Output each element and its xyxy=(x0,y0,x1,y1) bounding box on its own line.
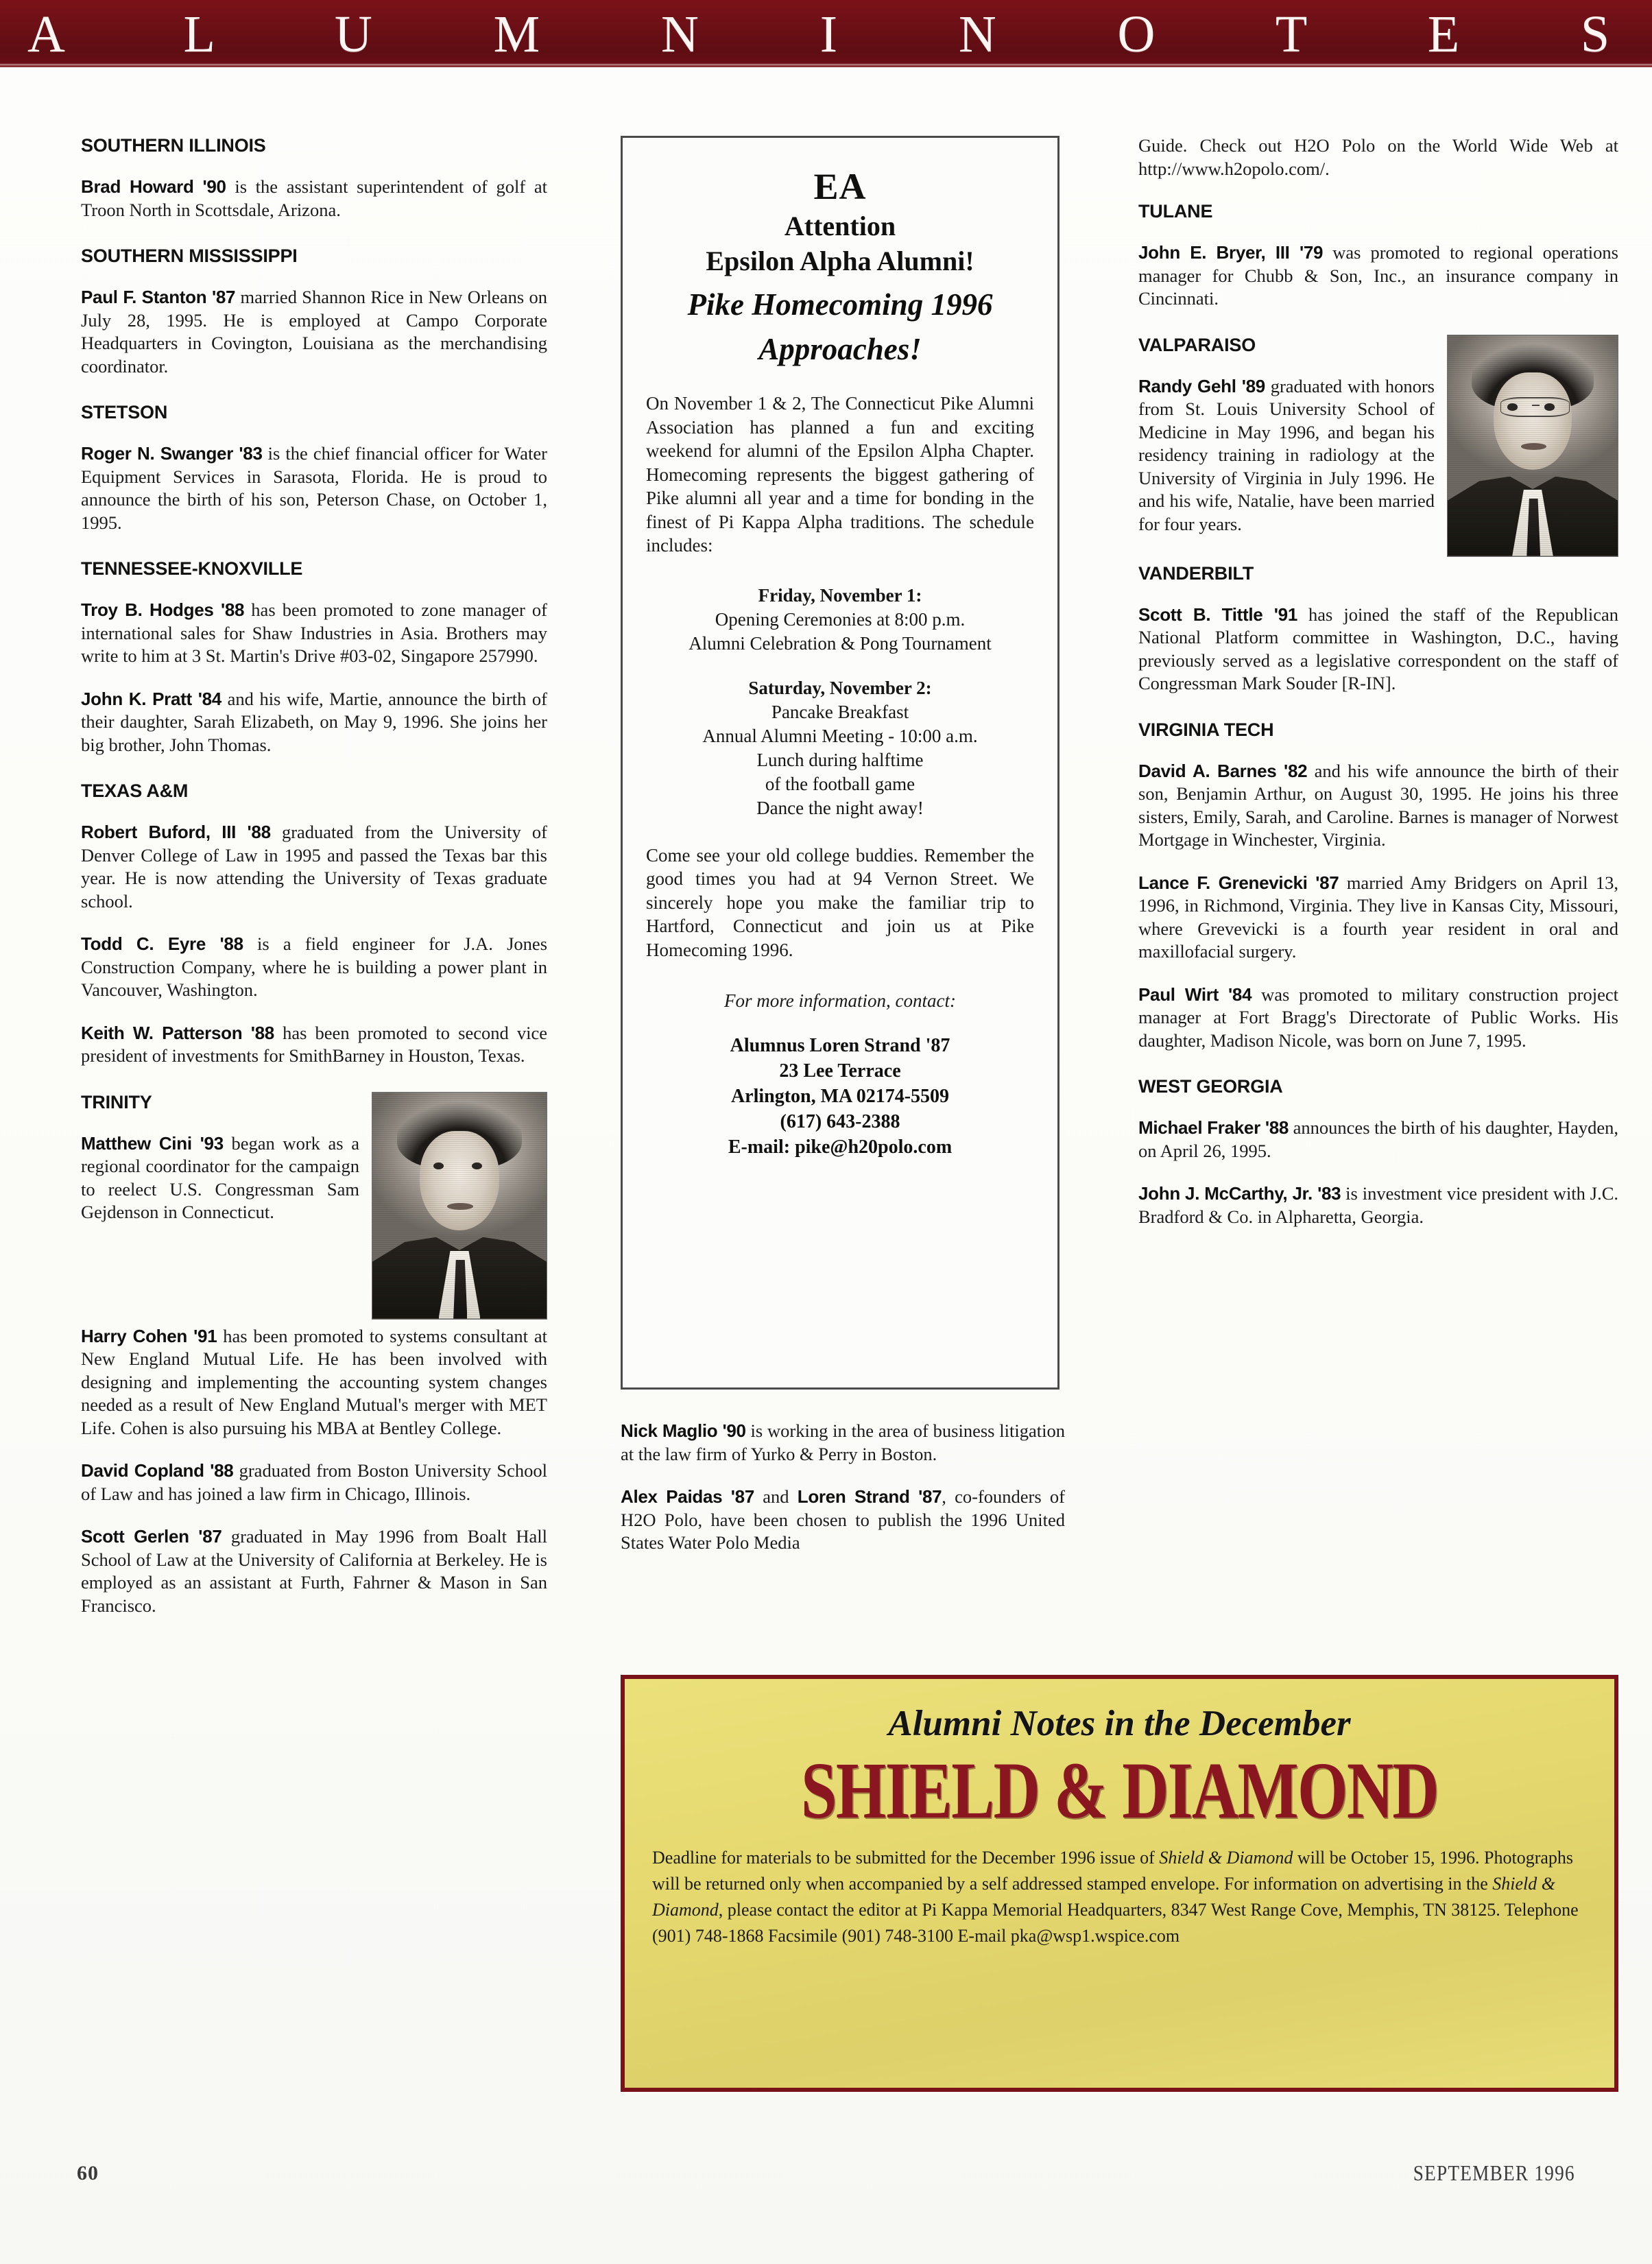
fine-print-part-2: will be October 15, 1996. Photographs will be returned only when accompanied by a self addressed stamped envelope. For information on advertising in the xyxy=(652,1848,1574,1894)
shield-and-diamond-wordmark: SHIELD & DIAMOND xyxy=(801,1745,1438,1835)
ea-saturday-item-1: Pancake Breakfast xyxy=(771,701,909,722)
alumni-text: is the chief financial officer for Water Equipment Services in Sarasota, Florida. He is proud to announce the birth of his son, Peterson Chase, on October 1, 1995. xyxy=(81,443,547,533)
ea-attention-label: Attention xyxy=(784,211,896,241)
ea-contact-street: 23 Lee Terrace xyxy=(779,1060,901,1082)
ea-tagline-line2: Approaches! xyxy=(758,332,922,366)
alumni-note xyxy=(81,1325,547,1440)
ea-contact-email: E-mail: pike@h20polo.com xyxy=(728,1136,953,1158)
fine-print-part-3: , please contact the editor at Pi Kappa Memorial Headquarters, 8347 West Range Cove, Memphis, TN 38125. Telephone (901) 748-1868 Facsimile (901) 748-3100 E-mail pka@wsp1.wspice.com xyxy=(652,1900,1579,1946)
alumni-name: Alex Paidas '87 xyxy=(621,1486,755,1507)
alumni-text: married Shannon Rice in New Orleans on July 28, 1995. He is employed at Campo Corporate Headquarters in Covington, Louisiana as the merchandising coordinator. xyxy=(81,287,547,377)
alumni-text: has been promoted to zone manager of international sales for Shaw Industries in Asia. Brothers may write to him at 3 St. Martin's Drive #03-02, Singapore 257990. xyxy=(81,599,547,666)
alumni-note xyxy=(621,1420,1065,1466)
alumni-name: Scott B. Tittle '91 xyxy=(1138,604,1297,625)
column-two-continued xyxy=(621,1420,1065,1555)
issue-date: SEPTEMBER 1996 xyxy=(1413,2160,1575,2185)
alumni-note xyxy=(81,1525,547,1617)
ea-friday-item-1: Opening Ceremonies at 8:00 p.m. xyxy=(715,608,966,630)
alumni-conjunction: and xyxy=(754,1486,798,1507)
shield-and-diamond-advertisement xyxy=(621,1675,1618,2092)
alumni-name: Harry Cohen '91 xyxy=(81,1325,217,1346)
column-three xyxy=(1138,134,1618,1616)
portrait-halftone-grain xyxy=(1448,335,1618,556)
alumni-name: Scott Gerlen '87 xyxy=(81,1526,222,1547)
alumni-text: graduated from Boston University School of Law and has joined a law firm in Chicago, Illinois. xyxy=(81,1460,547,1504)
ea-saturday-item-2: Annual Alumni Meeting - 10:00 a.m. xyxy=(702,725,978,746)
chapter-heading-tennessee-knoxville: TENNESSEE-KNOXVILLE xyxy=(81,558,303,579)
alumni-name: Paul Wirt '84 xyxy=(1138,984,1252,1005)
alumni-note xyxy=(1138,1117,1618,1163)
fine-print-italic-1: Shield & Diamond xyxy=(1159,1848,1293,1868)
alumni-text: has been promoted to second vice president of investments for SmithBarney in Houston, Texas. xyxy=(81,1022,547,1066)
alumni-note xyxy=(81,599,547,668)
alumni-name: John J. McCarthy, Jr. '83 xyxy=(1138,1183,1341,1204)
alumni-text: and his wife announce the birth of their son, Benjamin Arthur, on August 30, 1995. He joins his three sisters, Emily, Sarah, and Caroline. Barnes is manager of Norwest Mortgage in Winchester, Virginia. xyxy=(1138,760,1618,850)
valparaiso-member-portrait xyxy=(1447,335,1618,557)
alumni-note xyxy=(81,688,547,757)
chapter-heading-virginia-tech: VIRGINIA TECH xyxy=(1138,719,1274,740)
alumni-note xyxy=(81,176,547,222)
ea-contact-phone: (617) 643-2388 xyxy=(780,1111,900,1132)
chapter-heading-vanderbilt: VANDERBILT xyxy=(1138,562,1254,584)
ea-contact-name: Alumnus Loren Strand '87 xyxy=(730,1035,950,1056)
chapter-heading-texas-am: TEXAS A&M xyxy=(81,781,189,801)
alumni-note xyxy=(1138,760,1618,852)
ea-schedule xyxy=(646,584,1034,820)
alumni-name: Randy Gehl '89 xyxy=(1138,375,1265,396)
ea-friday-label: Friday, November 1: xyxy=(758,584,922,606)
fine-print-italic-2: Shield & Diamond xyxy=(652,1874,1555,1920)
alumni-note xyxy=(81,1022,547,1068)
alumni-text: has been promoted to systems consultant at New England Mutual Life. He has been involved with designing and implementing the accounting system changes needed as a result of New England Mutual's merger with MET Life. Cohen is also pursuing his MBA at Bentley College. xyxy=(81,1325,547,1438)
alumni-note xyxy=(1138,984,1618,1053)
ea-contact-lead: For more information, contact: xyxy=(724,990,956,1011)
ea-logo: EA xyxy=(813,166,867,207)
alumni-note xyxy=(81,286,547,378)
alumni-text: graduated in May 1996 from Boalt Hall School of Law at the University of California at Berkeley. He is employed as an assistant at Furth, Fahrner & Mason in San Francisco. xyxy=(81,1526,547,1616)
alumni-text: was promoted to regional operations manager for Chubb & Son, Inc., an insurance company in Cincinnati. xyxy=(1138,242,1618,309)
alumni-name: David A. Barnes '82 xyxy=(1138,760,1308,781)
alumni-note xyxy=(621,1486,1065,1555)
ea-tagline-line1: Pike Homecoming 1996 xyxy=(687,287,993,322)
alumni-text: graduated with honors from St. Louis University School of Medicine in May 1996, and began his residency training in radiology at the University of Virginia in July 1996. He and his wife, Natalie, have been married for four years. xyxy=(1138,375,1435,534)
shield-ad-headline: Alumni Notes in the December xyxy=(888,1704,1351,1743)
chapter-heading-southern-mississippi: SOUTHERN MISSISSIPPI xyxy=(81,246,298,266)
ea-headline: Epsilon Alpha Alumni! xyxy=(706,246,974,276)
alumni-name: Troy B. Hodges '88 xyxy=(81,599,245,620)
ea-contact-block xyxy=(646,1033,1034,1160)
alumni-name: Keith W. Patterson '88 xyxy=(81,1022,274,1043)
masthead-banner xyxy=(0,0,1652,67)
alumni-name-secondary: Loren Strand '87 xyxy=(797,1486,942,1507)
ea-saturday-item-3: Lunch during halftime xyxy=(756,749,924,770)
masthead-title: A L U M N I N O T E S xyxy=(27,5,1625,63)
continued-text: Guide. Check out H2O Polo on the World Wide Web at http://www.h2opolo.com/. xyxy=(1138,135,1618,179)
schedule-spacer xyxy=(646,656,1034,676)
chapter-heading-valparaiso: VALPARAISO xyxy=(1138,334,1256,355)
alumni-text: , co-founders of H2O Polo, have been chosen to publish the 1996 United States Water Polo Media xyxy=(621,1486,1065,1553)
alumni-name: Brad Howard '90 xyxy=(81,176,226,197)
alumni-note xyxy=(81,933,547,1002)
ea-body-text: On November 1 & 2, The Connecticut Pike Alumni Association has planned a fun and exciting weekend for alumni of the Epsilon Alpha Chapter. Homecoming represents the biggest gathering of Pike alumni all year and a time for bonding in the finest of Pi Kappa Alpha traditions. The schedule includes: xyxy=(646,393,1034,556)
alumni-note xyxy=(1138,872,1618,964)
chapter-heading-west-georgia: WEST GEORGIA xyxy=(1138,1076,1283,1097)
alumni-text: graduated from the University of Denver College of Law in 1995 and passed the Texas bar this year. He is now attending the University of Texas graduate school. xyxy=(81,822,548,911)
trinity-member-portrait xyxy=(372,1092,547,1320)
alumni-text: married Amy Bridgers on April 13, 1996, in Richmond, Virginia. They live in Kansas City, Missouri, where Grevevicki is a fourth year resident in oral and maxillofacial surgery. xyxy=(1138,872,1618,962)
alumni-text: began work as a regional coordinator for the campaign to reelect U.S. Congressman Sam Gejdenson in Connecticut. xyxy=(81,1132,360,1222)
page-number: 60 xyxy=(77,2162,99,2184)
alumni-name: David Copland '88 xyxy=(81,1460,234,1481)
shield-ad-fine-print xyxy=(652,1845,1587,1949)
alumni-text: is the assistant superintendent of golf at Troon North in Scottsdale, Arizona. xyxy=(81,176,547,220)
ea-saturday-label: Saturday, November 2: xyxy=(748,677,932,698)
alumni-text: and his wife, Martie, announce the birth of their daughter, Sarah Elizabeth, on May 9, 1996. She joins her big brother, John Thomas. xyxy=(81,688,548,755)
alumni-name: Todd C. Eyre '88 xyxy=(81,933,243,954)
alumni-text: has joined the staff of the Republican National Platform committee in Washington, D.C., having previously served as a legislative correspondent on the staff of Congressman Mark Souder [R-IN]. xyxy=(1138,604,1618,693)
alumni-note xyxy=(81,821,547,913)
chapter-heading-tulane: TULANE xyxy=(1138,201,1213,222)
fine-print-part-1: Deadline for materials to be submitted for the December 1996 issue of xyxy=(652,1848,1160,1868)
alumni-text: announces the birth of his daughter, Hayden, on April 26, 1995. xyxy=(1138,1117,1619,1161)
epsilon-alpha-advertisement xyxy=(621,136,1060,1390)
alumni-name: Nick Maglio '90 xyxy=(621,1420,746,1441)
alumni-text: is working in the area of business litigation at the law firm of Yurko & Perry in Boston. xyxy=(621,1420,1065,1464)
portrait-halftone-grain xyxy=(372,1093,547,1319)
column-one xyxy=(81,134,547,2165)
ea-saturday-item-4: of the football game xyxy=(765,773,915,794)
alumni-note xyxy=(81,442,547,534)
alumni-text: was promoted to military construction project manager at Fort Bragg's Directorate of Public Works. His daughter, Madison Nicole, was born on June 7, 1995. xyxy=(1138,984,1618,1051)
alumni-name: Roger N. Swanger '83 xyxy=(81,443,263,464)
alumni-note xyxy=(81,1459,547,1505)
ea-saturday-item-5: Dance the night away! xyxy=(756,797,924,818)
alumni-name: John K. Pratt '84 xyxy=(81,688,222,709)
alumni-name: Matthew Cini '93 xyxy=(81,1132,224,1154)
ea-closing-text: Come see your old college buddies. Remember the good times you had at 94 Vernon Street. We sincerely hope you make the familiar trip to Hartford, Connecticut and join us at Pike Homecoming 1996. xyxy=(646,844,1034,960)
ea-contact-city: Arlington, MA 02174-5509 xyxy=(730,1086,950,1107)
alumni-name: Lance F. Grenevicki '87 xyxy=(1138,872,1339,893)
alumni-name: Paul F. Stanton '87 xyxy=(81,287,236,307)
alumni-note xyxy=(1138,1182,1618,1228)
alumni-name: Michael Fraker '88 xyxy=(1138,1117,1289,1138)
alumni-note xyxy=(1138,604,1618,695)
alumni-note xyxy=(1138,241,1618,311)
alumni-text: is investment vice president with J.C. Bradford & Co. in Alpharetta, Georgia. xyxy=(1138,1183,1619,1227)
alumni-text: is a field engineer for J.A. Jones Construction Company, where he is building a power plant in Vancouver, Washington. xyxy=(81,933,548,1000)
chapter-heading-stetson: STETSON xyxy=(81,402,168,422)
chapter-heading-southern-illinois: SOUTHERN ILLINOIS xyxy=(81,135,266,156)
ea-friday-item-2: Alumni Celebration & Pong Tournament xyxy=(689,632,992,654)
alumni-name: John E. Bryer, III '79 xyxy=(1138,242,1324,263)
chapter-heading-trinity: TRINITY xyxy=(81,1091,152,1112)
alumni-name: Robert Buford, III '88 xyxy=(81,822,271,842)
